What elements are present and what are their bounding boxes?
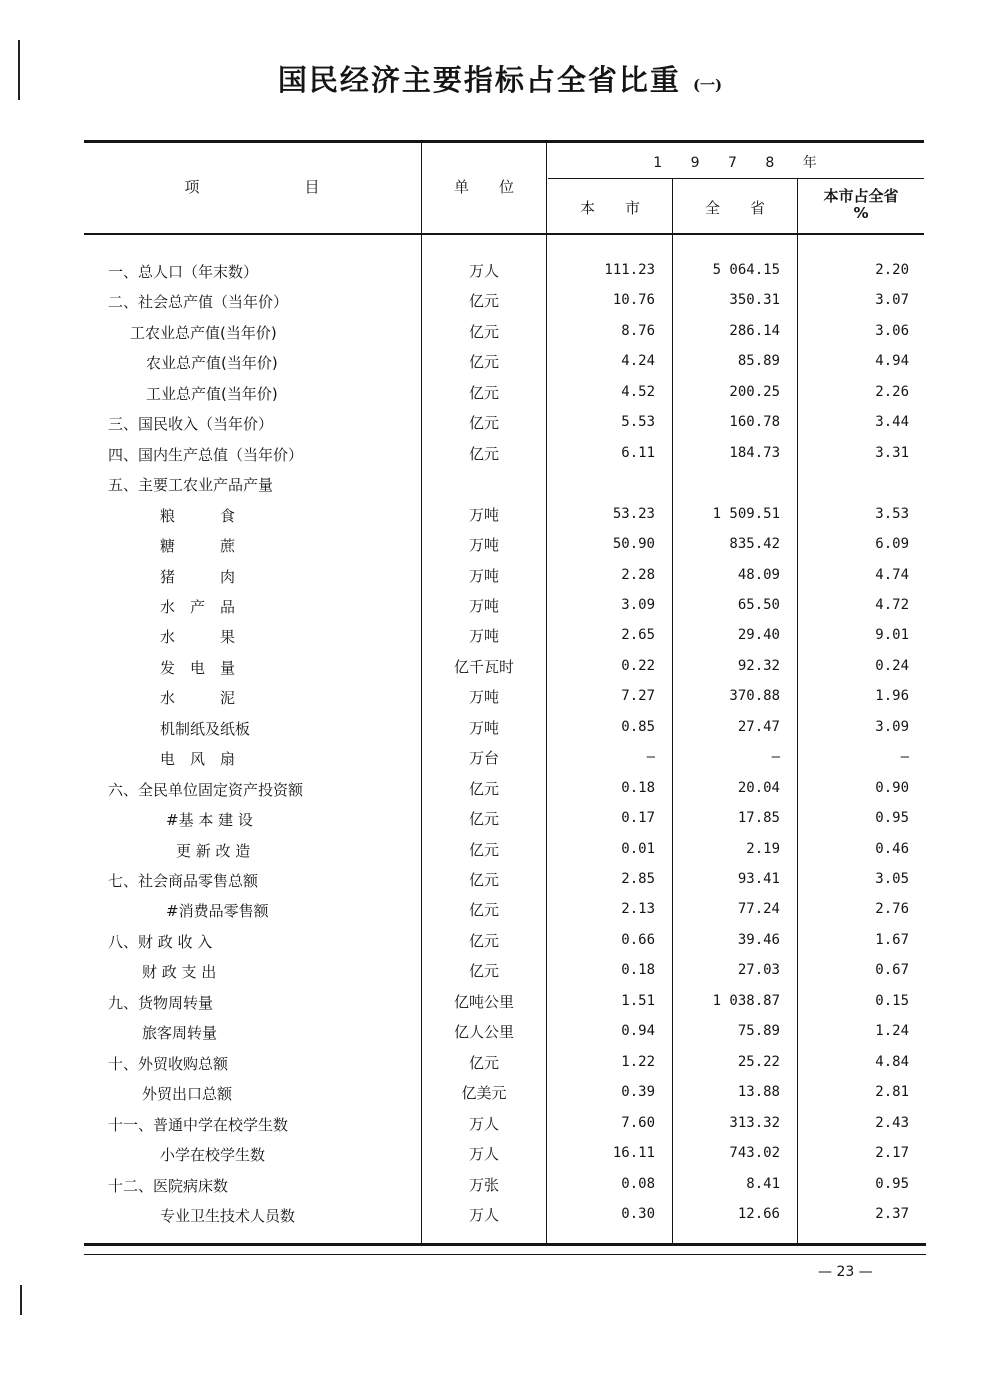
row-city-value: 0.01 bbox=[621, 840, 655, 857]
row-city-value: 2.65 bbox=[621, 627, 655, 644]
row-name: 机制纸及纸板 bbox=[160, 719, 251, 738]
row-share-value: 9.01 bbox=[875, 627, 909, 644]
row-share-value: 4.74 bbox=[875, 566, 909, 583]
row-province-value: 184.73 bbox=[729, 444, 780, 461]
row-name: 工业总产值(当年价) bbox=[146, 384, 278, 403]
row-name: 旅客周转量 bbox=[142, 1024, 218, 1043]
row-province-value: 92.32 bbox=[737, 657, 780, 674]
row-unit: 亿元 bbox=[468, 901, 499, 920]
table-row bbox=[86, 1138, 924, 1168]
row-unit: 万人 bbox=[468, 262, 499, 280]
row-name: 五、主要工农业产品产量 bbox=[108, 476, 274, 495]
row-unit: 万台 bbox=[468, 749, 499, 768]
row-name: 二、社会总产值（当年价） bbox=[108, 293, 289, 312]
row-province-value: 27.47 bbox=[737, 718, 780, 735]
row-name: 水 泥 bbox=[160, 689, 236, 708]
row-city-value: 53.23 bbox=[612, 505, 655, 522]
row-share-value: 1.67 bbox=[875, 931, 909, 948]
row-name: 三、国民收入（当年价） bbox=[108, 415, 274, 434]
row-unit: 亿元 bbox=[468, 810, 499, 829]
row-unit: 万张 bbox=[468, 1175, 499, 1194]
row-name: 电 风 扇 bbox=[160, 750, 236, 769]
row-name: 发 电 量 bbox=[160, 658, 236, 677]
table-row bbox=[86, 803, 924, 833]
row-province-value: 75.89 bbox=[737, 1023, 780, 1040]
row-unit: 亿元 bbox=[468, 292, 499, 311]
table-row bbox=[86, 834, 924, 864]
row-unit: 亿人公里 bbox=[453, 1023, 514, 1042]
table-top-rule bbox=[84, 140, 924, 143]
row-city-value: 4.24 bbox=[621, 353, 655, 370]
row-unit: 亿美元 bbox=[461, 1084, 507, 1103]
row-city-value: 3.09 bbox=[621, 596, 655, 613]
year-label: 年 bbox=[802, 155, 817, 171]
header-year-rule bbox=[548, 178, 924, 179]
page-number: — 23 — bbox=[818, 1264, 873, 1280]
table-row bbox=[86, 712, 924, 742]
row-city-value: 2.13 bbox=[621, 901, 655, 918]
row-city-value: 16.11 bbox=[612, 1145, 655, 1162]
table-bottom-rule bbox=[84, 1243, 926, 1246]
row-share-value: 2.81 bbox=[875, 1084, 909, 1101]
row-share-value: 3.31 bbox=[875, 444, 909, 461]
row-share-value: 2.43 bbox=[875, 1114, 909, 1131]
table-row bbox=[86, 742, 924, 772]
row-name: 财 政 支 出 bbox=[142, 963, 217, 982]
row-unit: 万人 bbox=[468, 1114, 499, 1133]
row-city-value: 1.22 bbox=[621, 1053, 655, 1070]
row-name: 四、国内生产总值（当年价） bbox=[108, 445, 304, 464]
row-unit: 万吨 bbox=[468, 536, 499, 555]
table-row bbox=[86, 986, 924, 1016]
row-province-value: 93.41 bbox=[737, 871, 780, 887]
row-province-value: 29.40 bbox=[737, 627, 780, 644]
row-name: 一、总人口（年末数） bbox=[108, 263, 259, 281]
row-province-value: 5 064.15 bbox=[712, 262, 780, 278]
row-share-value: 3.07 bbox=[875, 292, 909, 309]
row-province-value: 350.31 bbox=[729, 292, 780, 309]
header-province: 全 省 bbox=[704, 199, 765, 217]
row-city-value: 8.76 bbox=[621, 322, 655, 339]
footer-rule bbox=[84, 1254, 926, 1255]
row-share-value: 1.24 bbox=[875, 1023, 909, 1040]
row-name: 粮 食 bbox=[160, 506, 236, 525]
row-unit: 亿元 bbox=[468, 840, 499, 859]
title-suffix: (一) bbox=[692, 76, 723, 94]
row-unit: 亿吨公里 bbox=[453, 992, 514, 1011]
row-unit: 万吨 bbox=[468, 627, 499, 646]
row-province-value: 13.88 bbox=[737, 1084, 780, 1101]
row-province-value: — bbox=[771, 749, 780, 766]
title-text: 国民经济主要指标占全省比重 bbox=[277, 63, 681, 97]
row-city-value: 0.08 bbox=[621, 1175, 655, 1192]
row-share-value: 3.06 bbox=[875, 322, 909, 339]
row-province-value: 20.04 bbox=[737, 779, 780, 796]
table-row bbox=[86, 651, 924, 681]
row-city-value: 0.66 bbox=[621, 931, 655, 948]
margin-mark bbox=[20, 1285, 22, 1315]
row-province-value: 17.85 bbox=[737, 810, 780, 827]
row-unit: 万人 bbox=[468, 1205, 499, 1224]
row-share-value: — bbox=[900, 749, 909, 766]
row-share-value: 3.53 bbox=[875, 505, 909, 522]
row-share-value: 0.46 bbox=[875, 840, 909, 857]
row-city-value: 111.23 bbox=[604, 262, 655, 278]
row-unit: 亿元 bbox=[468, 414, 499, 433]
row-name: 十、外贸收购总额 bbox=[108, 1054, 229, 1073]
row-unit: 亿元 bbox=[468, 871, 499, 889]
table-row bbox=[86, 255, 924, 285]
row-city-value: 10.76 bbox=[612, 292, 655, 309]
row-city-value: 0.94 bbox=[621, 1023, 655, 1040]
row-city-value: — bbox=[646, 749, 655, 766]
table-row bbox=[86, 438, 924, 468]
row-province-value: 48.09 bbox=[737, 566, 780, 583]
row-city-value: 0.85 bbox=[621, 718, 655, 735]
header-share bbox=[798, 188, 924, 222]
row-province-value: 160.78 bbox=[729, 414, 780, 431]
table-row bbox=[86, 560, 924, 590]
row-unit: 万吨 bbox=[468, 505, 499, 524]
table-row bbox=[86, 499, 924, 529]
row-name: 水 产 品 bbox=[160, 597, 236, 616]
row-province-value: 286.14 bbox=[729, 322, 780, 339]
row-name: 水 果 bbox=[160, 628, 236, 647]
row-city-value: 0.22 bbox=[621, 657, 655, 674]
header-unit: 单 位 bbox=[453, 178, 514, 196]
row-share-value: 4.84 bbox=[875, 1053, 909, 1070]
row-share-value: 2.76 bbox=[875, 901, 909, 918]
row-unit: 万人 bbox=[468, 1145, 499, 1164]
table-row bbox=[86, 681, 924, 711]
row-name: #基 本 建 设 bbox=[166, 811, 253, 830]
row-unit: 万吨 bbox=[468, 596, 499, 615]
table-row bbox=[86, 1077, 924, 1107]
row-name: 七、社会商品零售总额 bbox=[108, 872, 259, 890]
header-bottom-rule bbox=[84, 233, 924, 235]
row-province-value: 65.50 bbox=[737, 596, 780, 613]
table-row bbox=[86, 407, 924, 437]
row-province-value: 77.24 bbox=[737, 901, 780, 918]
header-city: 本 市 bbox=[579, 199, 640, 217]
table-row bbox=[86, 285, 924, 315]
row-unit: 亿元 bbox=[468, 353, 499, 372]
row-city-value: 50.90 bbox=[612, 536, 655, 553]
row-city-value: 0.18 bbox=[621, 962, 655, 979]
table-row bbox=[86, 620, 924, 650]
table-row bbox=[86, 316, 924, 346]
row-city-value: 0.18 bbox=[621, 779, 655, 796]
row-share-value: 1.96 bbox=[875, 688, 909, 705]
row-unit: 亿元 bbox=[468, 962, 499, 981]
row-name: 外贸出口总额 bbox=[142, 1085, 233, 1104]
row-city-value: 2.28 bbox=[621, 566, 655, 583]
row-province-value: 27.03 bbox=[737, 962, 780, 979]
row-province-value: 200.25 bbox=[729, 383, 780, 400]
row-share-value: 0.95 bbox=[875, 1175, 909, 1192]
year-digit: 8 bbox=[765, 155, 775, 171]
year-digit: 1 bbox=[653, 155, 663, 171]
header-year bbox=[548, 152, 922, 172]
row-province-value: 835.42 bbox=[729, 536, 780, 553]
row-name: 六、全民单位固定资产投资额 bbox=[108, 780, 304, 799]
row-province-value: 85.89 bbox=[737, 353, 780, 370]
row-share-value: 2.20 bbox=[875, 262, 909, 278]
row-share-value: 0.24 bbox=[875, 657, 909, 674]
row-name: 十二、医院病床数 bbox=[108, 1176, 229, 1195]
table-row bbox=[86, 468, 924, 498]
table-row bbox=[86, 1199, 924, 1229]
row-unit: 亿元 bbox=[468, 383, 499, 402]
row-unit: 亿元 bbox=[468, 1053, 499, 1072]
row-city-value: 4.52 bbox=[621, 383, 655, 400]
row-name: 工农业总产值(当年价) bbox=[130, 323, 277, 342]
row-province-value: 12.66 bbox=[737, 1205, 780, 1222]
table-row bbox=[86, 1169, 924, 1199]
year-digit: 7 bbox=[728, 155, 737, 171]
table-row bbox=[86, 346, 924, 376]
row-name: 十一、普通中学在校学生数 bbox=[108, 1115, 289, 1134]
row-name: 糖 蔗 bbox=[160, 537, 236, 556]
row-unit: 万吨 bbox=[468, 688, 499, 707]
row-unit: 亿元 bbox=[468, 322, 499, 341]
table-row bbox=[86, 773, 924, 803]
row-province-value: 8.41 bbox=[746, 1175, 780, 1192]
table-row bbox=[86, 925, 924, 955]
row-city-value: 5.53 bbox=[621, 414, 655, 431]
row-province-value: 313.32 bbox=[729, 1114, 780, 1131]
row-share-value: 2.37 bbox=[875, 1205, 909, 1222]
table-row bbox=[86, 529, 924, 559]
row-unit: 万吨 bbox=[468, 566, 499, 585]
row-unit: 亿元 bbox=[468, 779, 499, 798]
row-share-value: 0.90 bbox=[875, 779, 909, 796]
header-share-line2: % bbox=[853, 204, 869, 222]
table-row bbox=[86, 1047, 924, 1077]
table-row bbox=[86, 864, 924, 894]
row-name: 九、货物周转量 bbox=[108, 993, 214, 1012]
row-share-value: 3.44 bbox=[875, 414, 909, 431]
row-city-value: 6.11 bbox=[621, 444, 655, 461]
row-name: 农业总产值(当年价) bbox=[146, 354, 278, 373]
row-name: 更 新 改 造 bbox=[176, 841, 251, 860]
table-row bbox=[86, 894, 924, 924]
year-digit: 9 bbox=[690, 155, 700, 171]
row-city-value: 7.27 bbox=[621, 688, 655, 705]
row-name: 猪 肉 bbox=[160, 567, 236, 586]
row-province-value: 2.19 bbox=[746, 840, 780, 857]
row-share-value: 3.05 bbox=[875, 871, 909, 887]
row-unit: 亿千瓦时 bbox=[453, 657, 514, 676]
row-province-value: 1 509.51 bbox=[712, 505, 780, 522]
row-unit: 万吨 bbox=[468, 718, 499, 737]
table-row bbox=[86, 377, 924, 407]
row-name: 八、财 政 收 入 bbox=[108, 932, 213, 951]
header-item: 项 目 bbox=[184, 178, 320, 196]
row-share-value: 2.26 bbox=[875, 383, 909, 400]
row-share-value: 0.15 bbox=[875, 992, 909, 1009]
row-province-value: 370.88 bbox=[729, 688, 780, 705]
row-share-value: 0.95 bbox=[875, 810, 909, 827]
row-name: #消费品零售额 bbox=[166, 902, 269, 921]
row-city-value: 0.30 bbox=[621, 1205, 655, 1222]
row-share-value: 4.94 bbox=[875, 353, 909, 370]
row-province-value: 743.02 bbox=[729, 1145, 780, 1162]
row-province-value: 25.22 bbox=[737, 1053, 780, 1070]
row-province-value: 39.46 bbox=[737, 931, 780, 948]
row-unit: 亿元 bbox=[468, 444, 499, 463]
row-city-value: 7.60 bbox=[621, 1114, 655, 1131]
row-unit: 亿元 bbox=[468, 931, 499, 950]
table-row bbox=[86, 590, 924, 620]
row-name: 专业卫生技术人员数 bbox=[160, 1206, 296, 1225]
table-row bbox=[86, 955, 924, 985]
row-name: 小学在校学生数 bbox=[160, 1146, 266, 1165]
page-title bbox=[0, 58, 1000, 99]
row-share-value: 2.17 bbox=[875, 1145, 909, 1162]
table-row bbox=[86, 1108, 924, 1138]
header-share-line1: 本市占全省 bbox=[823, 187, 899, 205]
row-share-value: 6.09 bbox=[875, 536, 909, 553]
row-city-value: 0.17 bbox=[621, 810, 655, 827]
row-province-value: 1 038.87 bbox=[712, 992, 780, 1009]
row-city-value: 2.85 bbox=[621, 871, 655, 887]
table-row bbox=[86, 1016, 924, 1046]
row-share-value: 0.67 bbox=[875, 962, 909, 979]
row-city-value: 0.39 bbox=[621, 1084, 655, 1101]
row-share-value: 4.72 bbox=[875, 596, 909, 613]
row-share-value: 3.09 bbox=[875, 718, 909, 735]
row-city-value: 1.51 bbox=[621, 992, 655, 1009]
